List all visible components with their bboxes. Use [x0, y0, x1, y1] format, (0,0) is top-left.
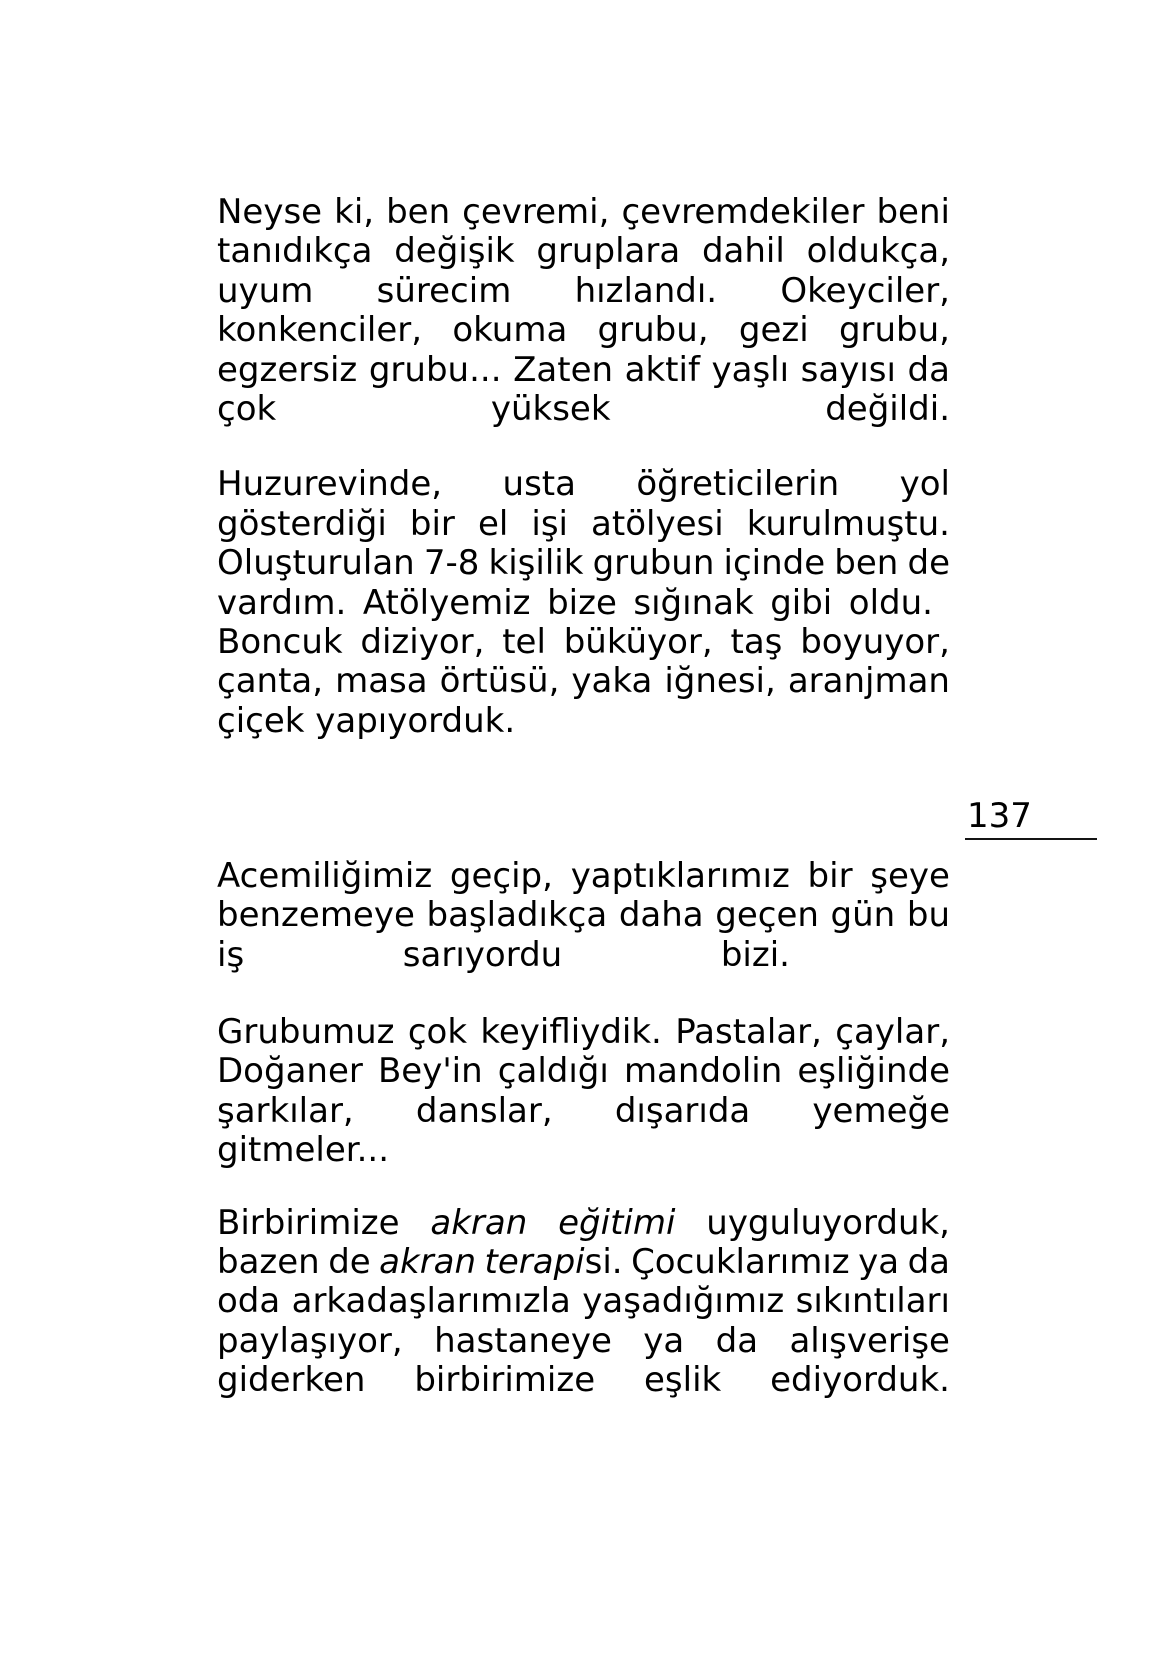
word: yaka: [571, 661, 653, 702]
word: bizi.: [720, 934, 790, 975]
word: daha: [618, 895, 704, 936]
text-line: [217, 936, 950, 975]
word: ya: [858, 1241, 900, 1282]
word: dahil: [701, 231, 785, 272]
word: uyum: [217, 270, 314, 311]
word: eşlik: [644, 1360, 722, 1401]
text-line: [217, 1243, 950, 1282]
text-line: [217, 311, 950, 350]
page-number-block: [965, 797, 1097, 839]
word: çanta,: [217, 661, 324, 702]
text-line: [217, 1013, 950, 1052]
word: aktif: [624, 349, 700, 390]
word: bir: [409, 503, 455, 544]
word: Neyse: [217, 192, 323, 232]
word: iş: [217, 934, 245, 975]
word: yaptıklarımız: [570, 855, 790, 896]
word: yaşadığımız: [582, 1281, 785, 1322]
word: Birbirimize: [217, 1202, 400, 1243]
word: bazen: [217, 1241, 320, 1282]
word: aranjman: [787, 661, 950, 702]
word: da: [907, 349, 950, 390]
text-line: [217, 623, 950, 662]
text-column-bottom: [217, 840, 950, 1401]
word: diziyor,: [360, 622, 485, 663]
word: giderken: [217, 1360, 366, 1401]
word: masa: [335, 661, 428, 702]
word: gün: [830, 895, 896, 936]
text-line: [217, 584, 950, 623]
word: örtüsü,: [439, 661, 560, 702]
word: değişik: [394, 231, 515, 272]
word: başladıkça: [426, 895, 608, 936]
paragraph: [217, 465, 950, 741]
word: Huzurevinde,: [217, 464, 443, 505]
word: yaşlı: [711, 349, 790, 390]
word: gruplara: [536, 231, 681, 272]
word: da: [715, 1320, 759, 1361]
word: 7-8: [423, 543, 480, 584]
word: grubun: [592, 543, 715, 584]
word: çok: [407, 1011, 468, 1052]
word: vardım.: [217, 582, 347, 623]
word: paylaşıyor,: [217, 1320, 403, 1361]
paragraph: [217, 1204, 950, 1401]
word: Doğaner: [217, 1051, 363, 1092]
word: danslar,: [415, 1090, 553, 1131]
text-line: [217, 544, 950, 583]
word: büküyor,: [563, 622, 713, 663]
word: akran: [430, 1202, 528, 1243]
word: uyguluyorduk,: [706, 1202, 950, 1243]
word: gösterdiği: [217, 503, 387, 544]
word: el: [477, 503, 509, 544]
word: geçen: [715, 895, 819, 936]
text-line: [217, 272, 950, 311]
word: gezi: [738, 310, 809, 351]
word: taş: [730, 622, 783, 663]
word: akran: [379, 1241, 477, 1282]
word: kişilik: [488, 543, 584, 584]
word: kurulmuştu.: [746, 503, 950, 544]
word: ediyorduk.: [770, 1360, 950, 1401]
text-line: [217, 857, 950, 896]
word: çevremdekiler: [621, 192, 865, 232]
word: yüksek: [490, 389, 611, 430]
word: değildi.: [825, 389, 950, 430]
text-line: [217, 1361, 950, 1400]
word: bu: [906, 895, 950, 936]
word: de: [328, 1241, 371, 1282]
word: geçip,: [449, 855, 553, 896]
word: Boncuk: [217, 622, 343, 663]
word: iğnesi,: [664, 661, 776, 702]
word: tel: [502, 622, 546, 663]
word: alışverişe: [789, 1320, 950, 1361]
word: ya: [643, 1320, 685, 1361]
word: sıkıntıları: [795, 1281, 950, 1322]
word: çok: [217, 389, 277, 430]
word: de: [907, 543, 950, 584]
word: yol: [899, 464, 950, 505]
word: çevremi,: [462, 192, 610, 232]
word: tanıdıkça: [217, 231, 373, 272]
text-line: [217, 390, 950, 429]
word: öğreticilerin: [636, 464, 840, 505]
word: sarıyordu: [402, 934, 563, 975]
word: Acemiliğimiz: [217, 855, 433, 896]
word: arkadaşlarımızla: [291, 1281, 571, 1322]
word: mandolin: [623, 1051, 783, 1092]
text-line: [217, 232, 950, 271]
word: usta: [502, 464, 576, 505]
text-line: [217, 1282, 950, 1321]
word: eşliğinde: [797, 1051, 950, 1092]
word: Atölyemiz: [362, 582, 531, 623]
word: sürecim: [376, 270, 512, 311]
word: Okeyciler,: [780, 270, 950, 311]
text-line: [217, 1322, 950, 1361]
word: yemeğe: [812, 1090, 950, 1131]
word: Pastalar,: [675, 1011, 822, 1052]
word: hastaneye: [434, 1320, 612, 1361]
text-line: gitmeler...: [217, 1130, 390, 1171]
word: ki,: [334, 192, 375, 232]
word: çaldığı: [497, 1051, 609, 1092]
word: içinde: [723, 543, 826, 584]
word: benzemeye: [217, 895, 415, 936]
text-line: [217, 465, 950, 504]
word: beni: [876, 192, 950, 232]
word: şeye: [870, 855, 950, 896]
word: boyuyor,: [800, 622, 950, 663]
word: dışarıda: [614, 1090, 751, 1131]
text-line: [217, 1052, 950, 1091]
word: ben: [386, 192, 451, 232]
word: gibi: [770, 582, 833, 623]
word: bize: [547, 582, 617, 623]
word: ben: [834, 543, 899, 584]
word: Bey'in: [377, 1051, 483, 1092]
word: sığınak: [633, 582, 754, 623]
paragraph: [217, 193, 950, 429]
text-line: [217, 1204, 950, 1243]
word: çaylar,: [835, 1011, 950, 1052]
word: eğitimi: [558, 1202, 676, 1243]
text-line: [217, 193, 950, 232]
word: grubu,: [838, 310, 950, 351]
word: oldukça,: [806, 231, 950, 272]
text-column-top: [217, 0, 950, 741]
word: hızlandı.: [574, 270, 718, 311]
word: oldu.: [848, 582, 933, 623]
page-number: 137: [967, 796, 1032, 837]
word: işi: [531, 503, 568, 544]
word: konkenciler,: [217, 310, 423, 351]
word: Çocuklarımız: [631, 1241, 850, 1282]
word: bir: [807, 855, 853, 896]
paragraph: [217, 1013, 950, 1171]
word: Zaten: [513, 349, 614, 390]
word: grubu...: [368, 349, 502, 390]
word: da: [907, 1241, 950, 1282]
word: keyifliydik.: [480, 1011, 662, 1052]
word: okuma: [452, 310, 568, 351]
word: egzersiz: [217, 349, 358, 390]
word: grubu,: [597, 310, 709, 351]
text-line: [217, 1092, 950, 1131]
text-line: [217, 662, 950, 701]
text-line: [217, 505, 950, 544]
word: şarkılar,: [217, 1090, 354, 1131]
word: Grubumuz: [217, 1011, 395, 1052]
word: Oluşturulan: [217, 543, 415, 584]
word: atölyesi: [591, 503, 724, 544]
paragraph: [217, 857, 950, 975]
text-line: [217, 896, 950, 935]
word: terapisi.: [484, 1241, 623, 1282]
text-line: [217, 351, 950, 390]
word: oda: [217, 1281, 281, 1322]
word: birbirimize: [414, 1360, 596, 1401]
text-line: çiçek yapıyorduk.: [217, 700, 516, 741]
word: sayısı: [800, 349, 896, 390]
